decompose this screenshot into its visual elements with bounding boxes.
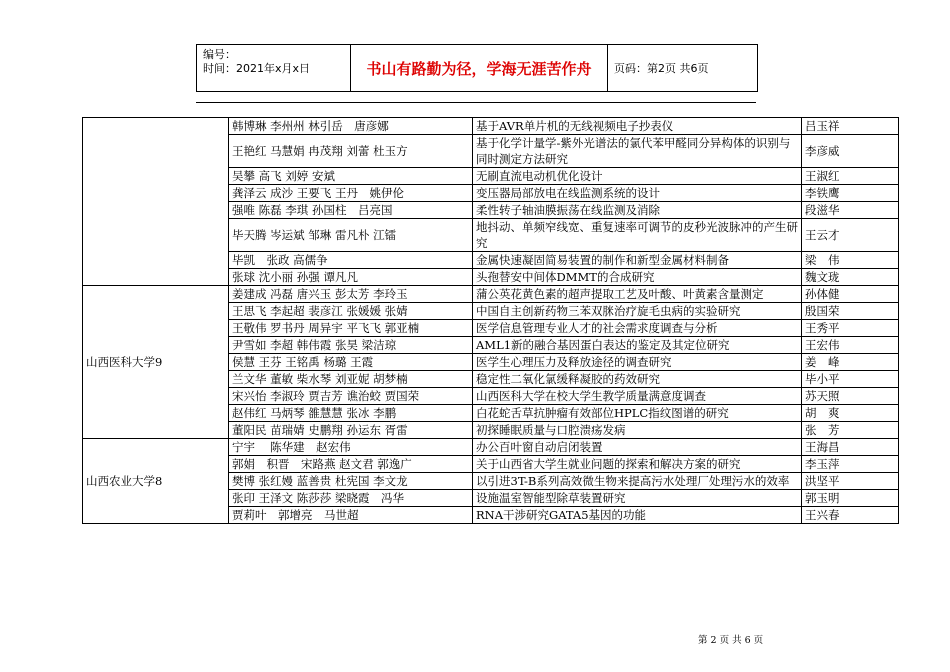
mentor-cell: 苏天照 <box>802 388 899 405</box>
members-cell: 兰文华 董敏 柴水琴 刘亚妮 胡梦楠 <box>229 371 473 388</box>
mentor-cell: 郭玉明 <box>802 490 899 507</box>
topic-cell: 头孢替安中间体DMMT的合成研究 <box>473 269 802 286</box>
members-cell: 龚泽云 成沙 王要飞 王丹 姚伊伦 <box>229 185 473 202</box>
topic-cell: 柔性转子轴油膜振荡在线监测及消除 <box>473 202 802 219</box>
school-cell: 山西农业大学8 <box>83 439 229 524</box>
page-header <box>196 44 758 92</box>
mentor-cell: 王秀平 <box>802 320 899 337</box>
topic-cell: 初探睡眠质量与口腔溃疡发病 <box>473 422 802 439</box>
members-cell: 强唯 陈磊 李琪 孙国柱 吕亮国 <box>229 202 473 219</box>
topic-cell: 关于山西省大学生就业问题的探索和解决方案的研究 <box>473 456 802 473</box>
topic-cell: RNA干涉研究GATA5基因的功能 <box>473 507 802 524</box>
members-cell: 张球 沈小丽 孙强 谭凡凡 <box>229 269 473 286</box>
header-page-info: 页码：第2页 共6页 <box>614 62 709 75</box>
school-cell: 山西医科大学9 <box>83 286 229 439</box>
topic-cell: 以引进3T-B系列高效微生物来提高污水处理厂处理污水的效率 <box>473 473 802 490</box>
members-cell: 侯慧 王芬 王铭禹 杨璐 王霞 <box>229 354 473 371</box>
topic-cell: 基于化学计量学-紫外光谱法的氯代苯甲醛同分异构体的识别与同时测定方法研究 <box>473 135 802 168</box>
mentor-cell: 洪坚平 <box>802 473 899 490</box>
members-cell: 赵伟红 马炳琴 雒慧慧 张冰 李鹏 <box>229 405 473 422</box>
mentor-cell: 毕小平 <box>802 371 899 388</box>
members-cell: 姜建成 冯磊 唐兴玉 彭太芳 李玲玉 <box>229 286 473 303</box>
topic-cell: 蒲公英花黄色素的超声提取工艺及叶酸、叶黄素含量测定 <box>473 286 802 303</box>
project-table <box>82 117 899 524</box>
header-motto: 书山有路勤为径，学海无涯苦作舟 <box>351 45 608 91</box>
members-cell: 毕天腾 岑运斌 邹琳 雷凡朴 江镭 <box>229 219 473 252</box>
mentor-cell: 王云才 <box>802 219 899 252</box>
mentor-cell: 王淑红 <box>802 168 899 185</box>
mentor-cell: 李玉萍 <box>802 456 899 473</box>
members-cell: 王艳红 马慧娟 冉茂翔 刘蕾 杜玉方 <box>229 135 473 168</box>
topic-cell: 设施温室智能型除草装置研究 <box>473 490 802 507</box>
mentor-cell: 魏文珑 <box>802 269 899 286</box>
page-footer: 第 2 页 共 6 页 <box>698 635 764 646</box>
members-cell: 王敬伟 罗书丹 周异宇 平飞飞 郭亚楠 <box>229 320 473 337</box>
members-cell: 韩博琳 李州州 林引岳 唐彦娜 <box>229 118 473 135</box>
topic-cell: 变压器局部放电在线监测系统的设计 <box>473 185 802 202</box>
topic-cell: AML1新的融合基因蛋白表达的鉴定及其定位研究 <box>473 337 802 354</box>
topic-cell: 稳定性二氧化氯缓释凝胶的药效研究 <box>473 371 802 388</box>
mentor-cell: 姜 峰 <box>802 354 899 371</box>
topic-cell: 中国自主创新药物三苯双脒治疗旋毛虫病的实验研究 <box>473 303 802 320</box>
topic-cell: 无刷直流电动机优化设计 <box>473 168 802 185</box>
mentor-cell: 段滋华 <box>802 202 899 219</box>
mentor-cell: 李铁鹰 <box>802 185 899 202</box>
table-row <box>83 118 899 135</box>
mentor-cell: 胡 爽 <box>802 405 899 422</box>
header-meta <box>197 45 351 91</box>
number-label: 编号： <box>203 48 236 61</box>
members-cell: 毕凯 张政 高儒争 <box>229 252 473 269</box>
topic-cell: 医学信息管理专业人才的社会需求度调查与分析 <box>473 320 802 337</box>
mentor-cell: 王海昌 <box>802 439 899 456</box>
topic-cell: 山西医科大学在校大学生教学质量满意度调查 <box>473 388 802 405</box>
topic-cell: 办公百叶窗自动启闭装置 <box>473 439 802 456</box>
members-cell: 宋兴怡 李淑玲 贾吉芳 谯治蛟 贾国荣 <box>229 388 473 405</box>
members-cell: 贾莉叶 郭增亮 马世超 <box>229 507 473 524</box>
mentor-cell: 吕玉祥 <box>802 118 899 135</box>
mentor-cell: 孙体健 <box>802 286 899 303</box>
table-row <box>83 286 899 303</box>
members-cell: 樊博 张红嫚 蓝善贵 杜宪国 李文龙 <box>229 473 473 490</box>
members-cell: 董阳民 苗瑞婧 史鹏翔 孙运东 胥雷 <box>229 422 473 439</box>
topic-cell: 金属快速凝固简易装置的制作和新型金属材料制备 <box>473 252 802 269</box>
topic-cell: 白花蛇舌草抗肿瘤有效部位HPLC指纹图谱的研究 <box>473 405 802 422</box>
members-cell: 宁宇 陈华建 赵宏伟 <box>229 439 473 456</box>
header-divider <box>196 102 756 103</box>
members-cell: 张印 王泽文 陈莎莎 梁晓霞 冯华 <box>229 490 473 507</box>
topic-cell: 医学生心理压力及释放途径的调查研究 <box>473 354 802 371</box>
members-cell: 王思飞 李起超 裴彦江 张媛媛 张婧 <box>229 303 473 320</box>
topic-cell: 基于AVR单片机的无线视频电子抄表仪 <box>473 118 802 135</box>
mentor-cell: 王兴春 <box>802 507 899 524</box>
members-cell: 吴攀 高飞 刘婷 安斌 <box>229 168 473 185</box>
topic-cell: 地抖动、单频窄线宽、重复速率可调节的皮秒光波脉冲的产生研究 <box>473 219 802 252</box>
mentor-cell: 梁 伟 <box>802 252 899 269</box>
mentor-cell: 张 芳 <box>802 422 899 439</box>
mentor-cell: 殷国荣 <box>802 303 899 320</box>
mentor-cell: 王宏伟 <box>802 337 899 354</box>
members-cell: 尹雪如 李超 韩伟霞 张昊 梁洁琼 <box>229 337 473 354</box>
school-cell <box>83 118 229 286</box>
table-row <box>83 439 899 456</box>
members-cell: 郭娟 积晋 宋路燕 赵文君 郭逸广 <box>229 456 473 473</box>
time-label: 时间：2021年x月x日 <box>203 62 311 75</box>
mentor-cell: 李彦威 <box>802 135 899 168</box>
